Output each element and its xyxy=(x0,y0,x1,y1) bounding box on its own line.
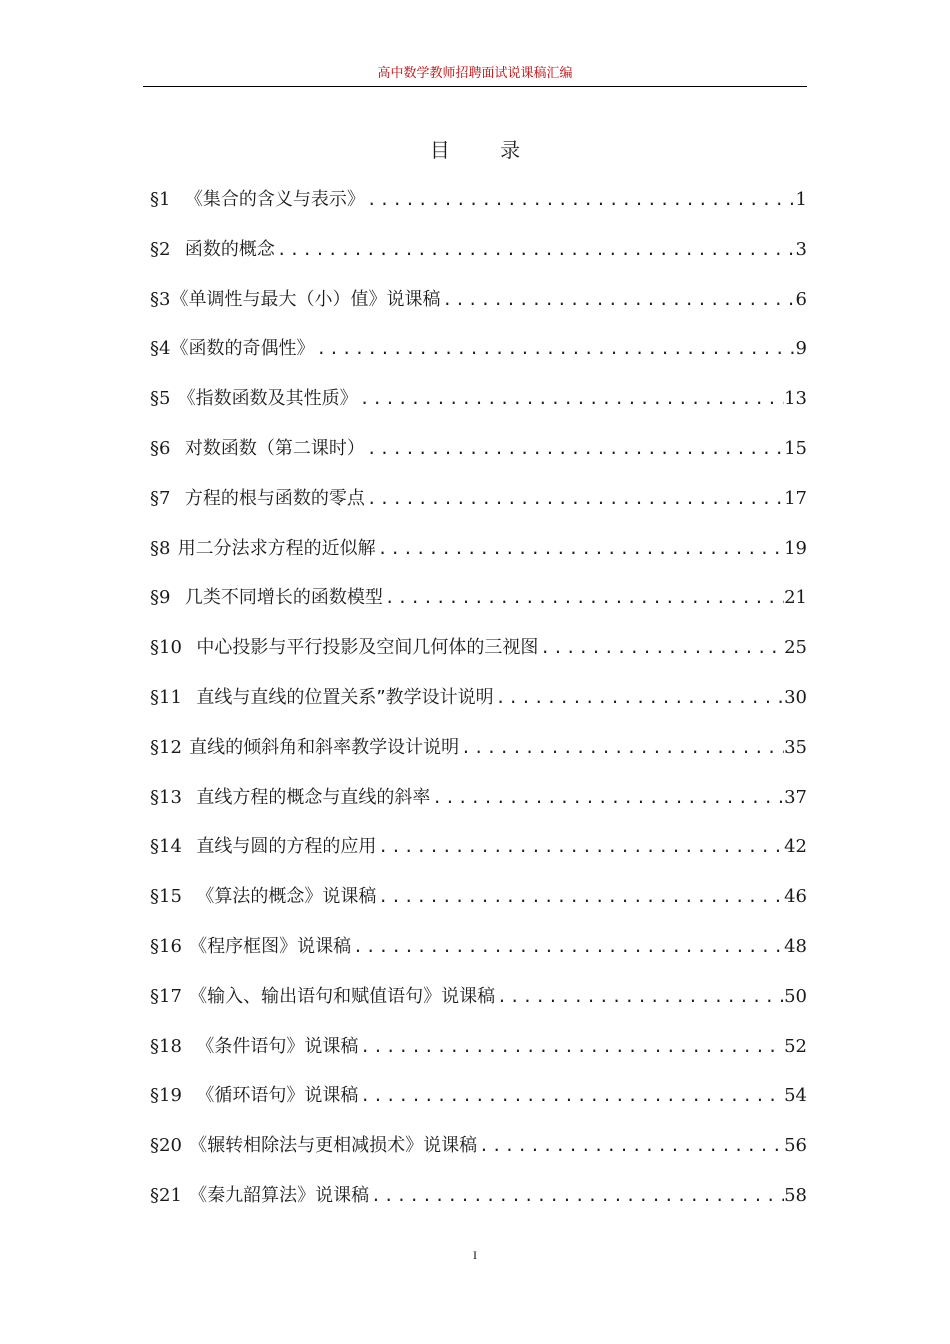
toc-entry-page: 50 xyxy=(784,985,807,1007)
toc-entry-spacer xyxy=(170,187,184,215)
toc-entry-page: 3 xyxy=(795,238,807,260)
toc-entry[interactable] xyxy=(150,1082,807,1132)
toc-entry-number: §5 xyxy=(150,388,171,410)
toc-entry-page: 58 xyxy=(784,1184,807,1206)
toc-entry-page: 56 xyxy=(784,1135,807,1157)
toc-entry-spacer xyxy=(170,436,184,464)
toc-entry-page: 52 xyxy=(784,1035,807,1057)
toc-dot-leader xyxy=(376,535,784,563)
toc-entry-page: 17 xyxy=(784,487,807,509)
toc-entry[interactable] xyxy=(150,286,807,336)
toc-entry[interactable] xyxy=(150,584,807,634)
toc-entry-spacer xyxy=(182,984,189,1012)
toc-entry-title: 直线方程的概念与直线的斜率 xyxy=(196,786,431,808)
toc-dot-leader xyxy=(495,983,784,1011)
running-header: 高中数学教师招聘面试说课稿汇编 xyxy=(377,66,573,81)
header-rule xyxy=(143,86,807,87)
toc-entry-title: 几类不同增长的函数模型 xyxy=(184,587,383,609)
toc-entry-number: §18 xyxy=(150,1035,182,1057)
toc-entry-title: 方程的根与函数的零点 xyxy=(184,487,365,509)
toc-entry-spacer xyxy=(182,685,196,713)
toc-entry-title: 《循环语句》说课稿 xyxy=(196,1085,359,1107)
toc-entry-spacer xyxy=(182,1034,196,1062)
page-number: I xyxy=(473,1248,477,1262)
toc-entry-spacer xyxy=(182,1083,196,1111)
toc-dot-leader xyxy=(275,236,796,264)
toc-entry[interactable] xyxy=(150,784,807,834)
toc-entry-title: 《函数的奇偶性》 xyxy=(170,338,315,360)
toc-entry-number: §11 xyxy=(150,686,182,708)
toc-dot-leader xyxy=(440,286,795,314)
toc-entry-spacer xyxy=(170,536,177,564)
toc-entry-number: §16 xyxy=(150,935,182,957)
toc-entry[interactable] xyxy=(150,883,807,933)
toc-entry-page: 6 xyxy=(795,288,807,310)
toc-dot-leader xyxy=(430,784,784,812)
toc-entry-page: 37 xyxy=(784,786,807,808)
toc-entry-number: §21 xyxy=(150,1184,182,1206)
toc-entry-number: §9 xyxy=(150,587,171,609)
toc-entry-number: §10 xyxy=(150,637,182,659)
toc-entry-spacer xyxy=(182,735,189,763)
toc-entry-title: 《输入、输出语句和赋值语句》说课稿 xyxy=(189,985,496,1007)
toc-entry-number: §8 xyxy=(150,537,171,559)
toc-dot-leader xyxy=(376,883,784,911)
toc-title: 目 录 xyxy=(429,138,543,162)
toc-entry-page: 25 xyxy=(784,637,807,659)
toc-entry-title: 《程序框图》说课稿 xyxy=(189,935,352,957)
toc-entry-number: §13 xyxy=(150,786,182,808)
toc-entry-spacer xyxy=(170,237,184,265)
toc-entry-spacer xyxy=(182,884,196,912)
toc-entry-spacer xyxy=(182,834,196,862)
toc-entry[interactable] xyxy=(150,385,807,435)
toc-entry-title: 直线与直线的位置关系”教学设计说明 xyxy=(196,686,494,708)
toc-entry[interactable] xyxy=(150,634,807,684)
toc-entry[interactable] xyxy=(150,236,807,286)
toc-dot-leader xyxy=(383,584,784,612)
toc-entry-page: 46 xyxy=(784,886,807,908)
toc-entry-title: 直线与圆的方程的应用 xyxy=(196,836,377,858)
toc-entry-number: §7 xyxy=(150,487,171,509)
toc-entry[interactable] xyxy=(150,983,807,1033)
toc-entry-title: 中心投影与平行投影及空间几何体的三视图 xyxy=(196,637,539,659)
toc-dot-leader xyxy=(365,485,784,513)
toc-entry-page: 35 xyxy=(784,736,807,758)
toc-entry-number: §17 xyxy=(150,985,182,1007)
toc-dot-leader xyxy=(376,833,784,861)
toc-entry-number: §2 xyxy=(150,238,171,260)
toc-entry[interactable] xyxy=(150,485,807,535)
toc-entry-page: 48 xyxy=(784,935,807,957)
toc-entry-number: §15 xyxy=(150,886,182,908)
toc-entry-page: 1 xyxy=(795,189,807,210)
toc-dot-leader xyxy=(351,933,784,961)
toc-entry-spacer xyxy=(170,585,184,613)
table-of-contents xyxy=(150,186,807,1232)
toc-entry-page: 15 xyxy=(784,437,807,459)
toc-dot-leader xyxy=(538,634,784,662)
toc-entry-spacer xyxy=(182,635,196,663)
toc-entry-number: §14 xyxy=(150,836,182,858)
toc-entry-number: §19 xyxy=(150,1085,182,1107)
toc-dot-leader xyxy=(358,385,784,413)
toc-entry[interactable] xyxy=(150,1033,807,1083)
toc-entry-page: 13 xyxy=(784,388,807,410)
toc-entry[interactable] xyxy=(150,734,807,784)
toc-dot-leader xyxy=(477,1132,784,1160)
toc-entry[interactable] xyxy=(150,435,807,485)
toc-entry-title: 《辗转相除法与更相减损术》说课稿 xyxy=(189,1135,478,1157)
toc-entry[interactable] xyxy=(150,933,807,983)
toc-dot-leader xyxy=(358,1033,784,1061)
toc-dot-leader xyxy=(365,186,796,214)
toc-entry-number: §3 xyxy=(150,288,171,310)
toc-entry-number: §12 xyxy=(150,736,182,758)
toc-entry-page: 30 xyxy=(784,686,807,708)
toc-entry-page: 21 xyxy=(784,587,807,609)
toc-entry-number: §20 xyxy=(150,1135,182,1157)
toc-entry-number: §4 xyxy=(150,338,171,360)
toc-entry-title: 《集合的含义与表示》 xyxy=(184,189,365,210)
toc-dot-leader xyxy=(358,1082,784,1110)
toc-entry-spacer xyxy=(182,1133,189,1161)
toc-entry[interactable] xyxy=(150,335,807,385)
toc-entry-title: 对数函数（第二课时） xyxy=(184,437,365,459)
toc-entry[interactable] xyxy=(150,684,807,734)
toc-entry-spacer xyxy=(170,386,177,414)
toc-entry-spacer xyxy=(182,1183,189,1211)
toc-dot-leader xyxy=(494,684,784,712)
toc-entry-page: 19 xyxy=(784,537,807,559)
toc-entry-title: 直线的倾斜角和斜率教学设计说明 xyxy=(189,736,460,758)
toc-entry-title: 《指数函数及其性质》 xyxy=(177,388,358,410)
toc-entry[interactable] xyxy=(150,1182,807,1232)
toc-entry-number: §6 xyxy=(150,437,171,459)
toc-entry-title: 《秦九韶算法》说课稿 xyxy=(189,1184,370,1206)
toc-entry[interactable] xyxy=(150,186,807,236)
toc-entry-page: 9 xyxy=(795,338,807,360)
toc-entry-title: 《单调性与最大（小）值》说课稿 xyxy=(170,288,441,310)
toc-entry-spacer xyxy=(170,486,184,514)
toc-dot-leader xyxy=(314,335,795,363)
toc-entry-title: 《算法的概念》说课稿 xyxy=(196,886,377,908)
toc-entry[interactable] xyxy=(150,833,807,883)
toc-entry-title: 函数的概念 xyxy=(184,238,275,260)
toc-entry-title: 用二分法求方程的近似解 xyxy=(177,537,376,559)
toc-dot-leader xyxy=(369,1182,784,1210)
toc-entry-spacer xyxy=(182,785,196,813)
toc-entry-page: 54 xyxy=(784,1085,807,1107)
toc-entry[interactable] xyxy=(150,535,807,585)
toc-entry-number: §1 xyxy=(150,189,171,210)
toc-dot-leader xyxy=(459,734,784,762)
toc-entry-page: 42 xyxy=(784,836,807,858)
toc-entry[interactable] xyxy=(150,1132,807,1182)
toc-entry-spacer xyxy=(182,934,189,962)
toc-dot-leader xyxy=(365,435,784,463)
toc-entry-title: 《条件语句》说课稿 xyxy=(196,1035,359,1057)
